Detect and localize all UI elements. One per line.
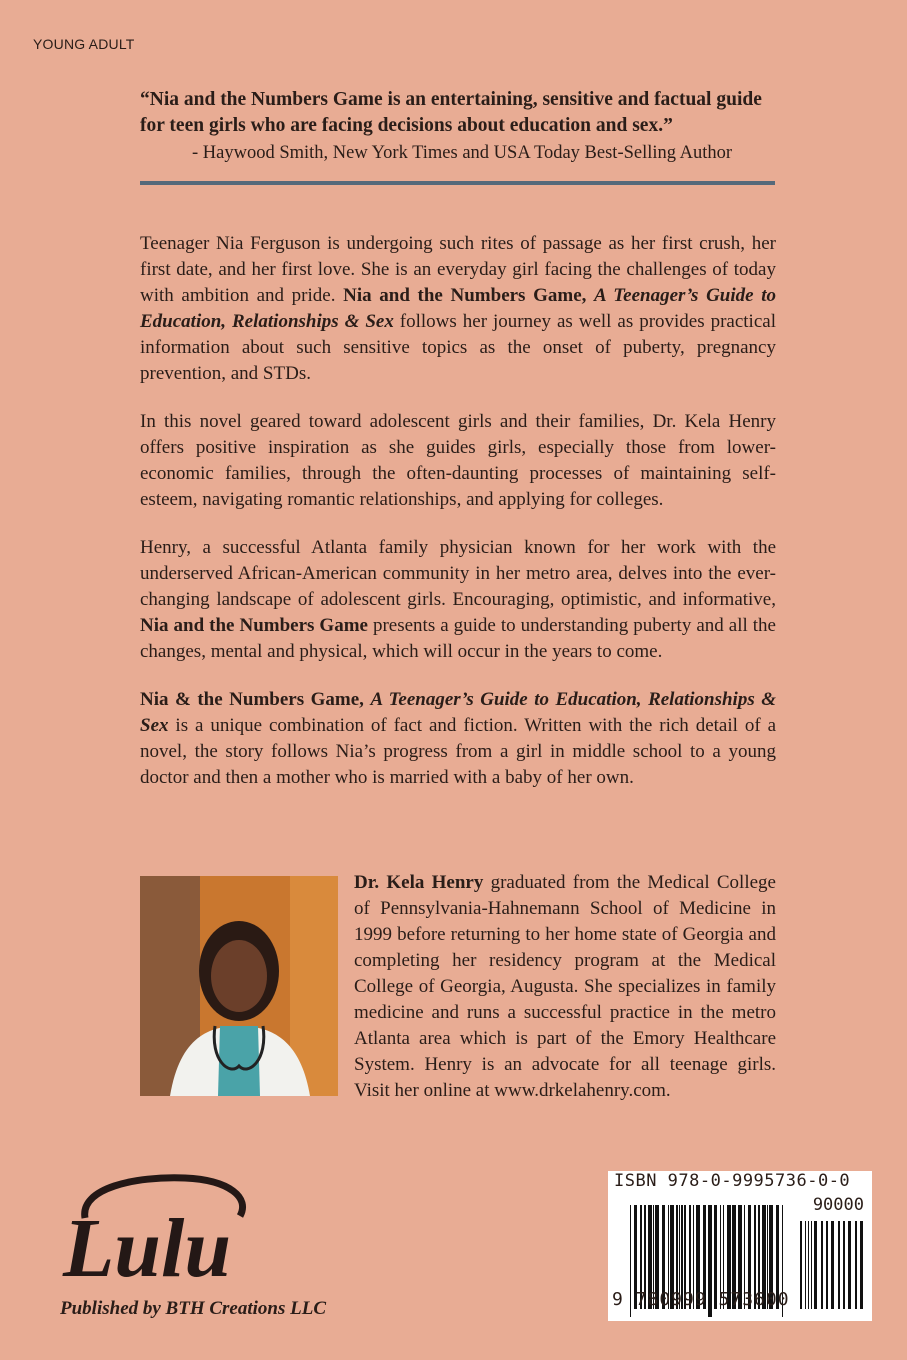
barcode-bar bbox=[843, 1221, 845, 1309]
text-segment: Nia & the Numbers Game, bbox=[140, 689, 371, 710]
barcode-bar bbox=[805, 1221, 806, 1309]
svg-text:Lulu: Lulu bbox=[63, 1202, 232, 1288]
text-segment: Nia and the Numbers Game, bbox=[343, 285, 595, 306]
description-paragraph bbox=[140, 535, 776, 665]
barcode-bar bbox=[838, 1221, 840, 1309]
text-segment: is a unique combination of fact and fiction. Written with the rich detail of a novel, the story follows Nia’s progress from a girl in middle school to a young doctor and then a mother who is married with a baby of her own. bbox=[140, 715, 776, 788]
text-segment: follows her journey as well as provides practical information about such sensitive topics as the onset of puberty, pregnancy prevention, and STDs. bbox=[140, 311, 776, 384]
description-paragraph bbox=[140, 409, 776, 513]
book-description bbox=[140, 231, 776, 813]
barcode-bar bbox=[860, 1221, 863, 1309]
text-segment: presents a guide to understanding puberty and all the changes, mental and physical, which will occur in the years to come. bbox=[140, 615, 776, 662]
barcode-bar bbox=[831, 1221, 834, 1309]
barcode-bar bbox=[814, 1221, 817, 1309]
text-segment: In this novel geared toward adolescent girls and their families, Dr. Kela Henry offers positive inspiration as she guides girls, especially those from lower-economic families, through the often-daunting processes of maintaining self-esteem, navigating romantic relationships, and applying for colleges. bbox=[140, 411, 776, 510]
genre-label: YOUNG ADULT bbox=[33, 36, 135, 52]
isbn-number: ISBN 978-0-9995736-0-0 bbox=[614, 1171, 851, 1191]
barcode-bar bbox=[808, 1221, 809, 1309]
text-segment: A Teenager’s Guide to Education, Relationships & Sex bbox=[140, 689, 776, 736]
barcode-bar bbox=[800, 1221, 802, 1309]
barcode-bar bbox=[821, 1221, 823, 1309]
price-code: 90000 bbox=[812, 1195, 864, 1215]
text-segment: Teenager Nia Ferguson is undergoing such rites of passage as her first crush, her first date, and her first love. She is an everyday girl facing the challenges of today with ambition and pride. bbox=[140, 233, 776, 306]
publisher-credit: Published by BTH Creations LLC bbox=[60, 1298, 327, 1319]
divider bbox=[140, 181, 775, 185]
review-quote: “Nia and the Numbers Game is an entertaining, sensitive and factual guide for teen girls who are facing decisions about education and sex.” bbox=[140, 89, 762, 136]
barcode-bar bbox=[848, 1221, 851, 1309]
text-segment: A Teenager’s Guide to Education, Relationships & Sex bbox=[140, 285, 776, 332]
text-segment: Henry, a successful Atlanta family physician known for her work with the underserved African-American community in her metro area, delves into the ever-changing landscape of adolescent girls. Encouraging, optimistic, and informative, bbox=[140, 537, 776, 610]
isbn-barcode bbox=[608, 1171, 872, 1321]
description-paragraph bbox=[140, 687, 776, 791]
lulu-logo bbox=[55, 1168, 255, 1288]
barcode-bar bbox=[811, 1221, 812, 1309]
author-bio-text: graduated from the Medical College of Pennsylvania-Hahnemann School of Medicine in 1999 before returning to her home state of Georgia and completing her residency program at the Medical College of Georgia, Augusta. She specializes in family medicine and runs a successful practice in the metro Atlanta area which is part of the Emory Healthcare System. Henry is an advocate for all teenage girls. Visit her online at www.drkelahenry.com. bbox=[354, 872, 776, 1101]
author-photo bbox=[140, 876, 338, 1096]
author-bio bbox=[140, 870, 776, 1104]
quote-attribution: - Haywood Smith, New York Times and USA Today Best-Selling Author bbox=[192, 143, 733, 163]
barcode-bar bbox=[855, 1221, 857, 1309]
ean-number: 9 780999 573600 bbox=[612, 1289, 790, 1310]
text-segment: Nia and the Numbers Game bbox=[140, 615, 368, 636]
description-paragraph bbox=[140, 231, 776, 387]
author-name: Dr. Kela Henry bbox=[354, 872, 484, 893]
barcode-bar bbox=[826, 1221, 828, 1309]
